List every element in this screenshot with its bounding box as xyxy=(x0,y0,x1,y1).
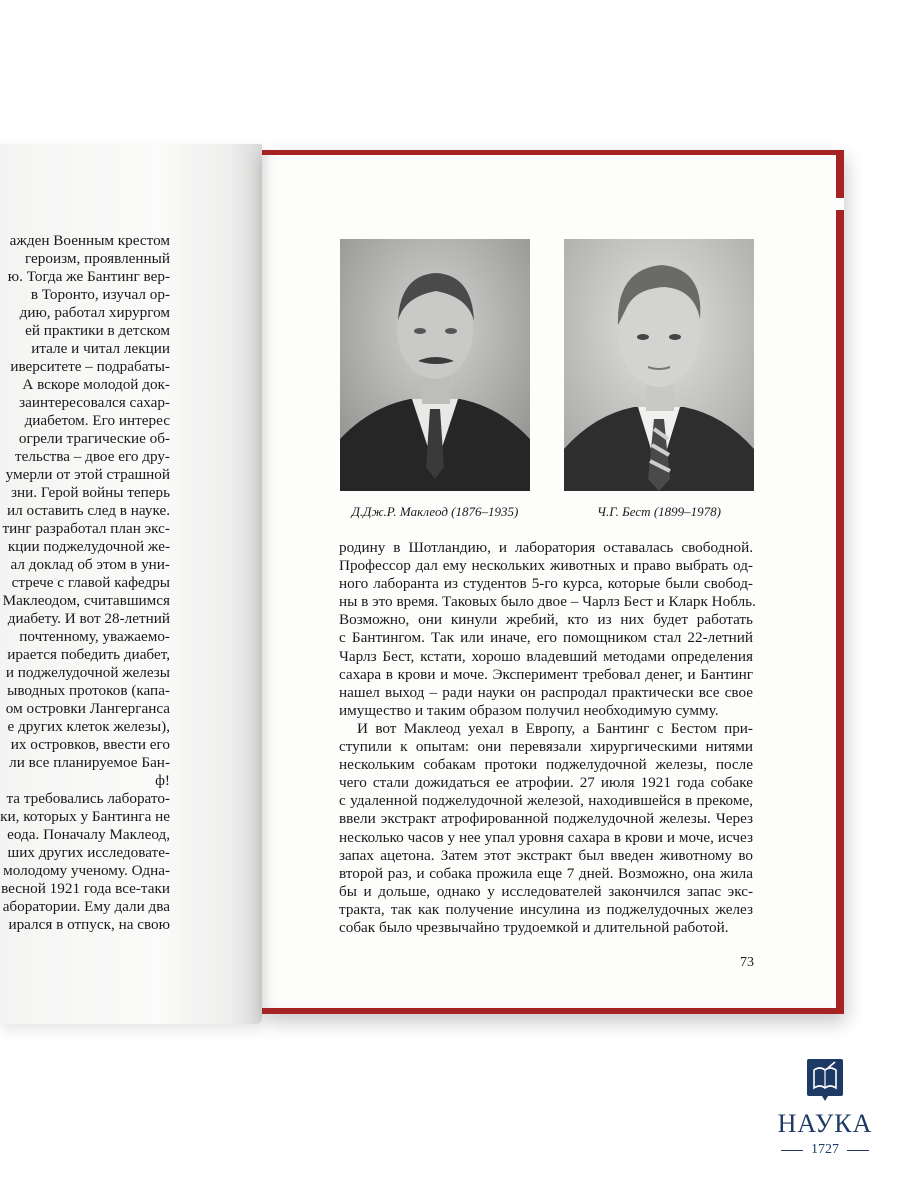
text-line: ли все планируемое Бан- xyxy=(9,754,170,771)
text-line: иверситете – подрабаты- xyxy=(10,358,170,375)
text-line: имущество и таким образом получил необходимую сумму. xyxy=(339,701,719,719)
text-line: ф! xyxy=(155,772,170,789)
text-line: в Торонто, изучал ор- xyxy=(30,286,170,303)
text-line: и поджелудочной железы xyxy=(5,664,170,681)
text-line: с Бантингом. Так или иначе, его помощником стал 22-летний xyxy=(339,629,753,647)
text-line: ажден Военным крестом xyxy=(9,232,170,249)
text-line: ей практики в детском xyxy=(25,322,170,339)
text-line: нашел выход – ради науки он распродал практически все свое xyxy=(339,683,753,701)
text-line: нескольким собакам протоки поджелудочной железы, после xyxy=(339,756,753,774)
text-line: родину в Шотландию, и лаборатория оставалась свободной. xyxy=(339,539,753,556)
text-line: Возможно, они кинули жребий, кто из них будет работать xyxy=(339,611,753,629)
text-line: еода. Поначалу Маклеод, xyxy=(7,826,170,843)
text-line: дию, работал хирургом xyxy=(19,304,170,321)
text-line: зни. Герой войны теперь xyxy=(10,484,170,501)
text-line: собак было чрезвычайно трудоемкой и длительной работой. xyxy=(339,918,729,936)
text-line: несколько часов у нее упал уровня сахара в крови и моче, исчез xyxy=(339,828,753,846)
text-line: А вскоре молодой док- xyxy=(22,376,170,393)
text-line: ирается победить диабет, xyxy=(7,646,170,663)
publisher-logo xyxy=(770,1058,880,1158)
portrait-photo-macleod xyxy=(340,239,530,491)
text-line: ввели экстракт атрофированной поджелудочной железы. Через xyxy=(339,810,753,828)
text-line: диабетом. Его интерес xyxy=(24,412,170,429)
caption-best: Ч.Г. Бест (1899–1978) xyxy=(597,504,721,519)
text-line: е других клеток железы), xyxy=(7,718,170,735)
publisher-year: 1727 xyxy=(811,1142,839,1157)
divider xyxy=(781,1150,803,1151)
caption-macleod: Д.Дж.Р. Маклеод (1876–1935) xyxy=(351,504,519,519)
text-line: ыводных протоков (капа- xyxy=(7,682,170,699)
text-line: весной 1921 года все-таки xyxy=(1,880,170,897)
page-edge xyxy=(836,198,844,210)
text-line: ил оставить след в науке. xyxy=(6,502,170,519)
text-line: бы и дольше, однако у исследователей закончился запас экс- xyxy=(339,882,753,900)
text-line: почтенному, уважаемо- xyxy=(19,628,170,645)
right-page-text xyxy=(339,539,756,937)
text-line: ю. Тогда же Бантинг вер- xyxy=(7,268,170,285)
text-line: Чарлз Бест, кстати, хорошо владевший методами определения xyxy=(339,647,753,665)
text-line: итале и читал лекции xyxy=(31,340,170,357)
text-line: второй раз, и собака прожила еще 7 дней. Возможно, она жила xyxy=(339,864,753,882)
portrait-photo-best xyxy=(564,239,754,491)
text-line: тинг разработал план экс- xyxy=(2,520,170,537)
text-line: молодому ученому. Одна- xyxy=(3,862,170,879)
text-line: заинтересовался сахар- xyxy=(19,394,170,411)
text-line: аборатории. Ему дали два xyxy=(2,898,170,915)
text-line: огрели трагические об- xyxy=(18,430,170,447)
text-line: кции поджелудочной же- xyxy=(7,538,170,555)
divider xyxy=(847,1150,869,1151)
text-line: сахара в крови и моче. Эксперимент требовал денег, и Бантинг xyxy=(339,665,753,683)
text-line: Маклеодом, считавшимся xyxy=(2,592,170,609)
text-line: ом островки Лангерганса xyxy=(5,700,170,717)
right-page xyxy=(262,155,836,1008)
text-line: ступили к опытам: они перевязали хирургическими нитями xyxy=(339,738,753,756)
left-page-text xyxy=(0,232,170,934)
text-line: умерли от этой страшной xyxy=(5,466,170,483)
text-line: запах ацетона. Затем этот экстракт был введен животному во xyxy=(339,846,753,864)
text-line: ших других исследовате- xyxy=(7,844,170,861)
text-line: ки, которых у Бантинга не xyxy=(0,808,170,825)
text-line: чего стали дожидаться ее атрофии. 27 июля 1921 года собаке xyxy=(339,774,753,792)
publisher-year-row xyxy=(770,1142,880,1158)
page-number: 73 xyxy=(740,955,754,970)
book-emblem-icon xyxy=(806,1058,844,1102)
text-line: ал доклад об этом в уни- xyxy=(10,556,170,573)
text-line: с удаленной поджелудочной железой, находившейся в прекоме, xyxy=(339,792,753,810)
text-line: та требовались лаборато- xyxy=(6,790,170,807)
text-line: И вот Маклеод уехал в Европу, а Бантинг с Бестом при- xyxy=(357,719,753,737)
left-page xyxy=(0,144,262,1024)
text-line: героизм, проявленный xyxy=(25,250,170,267)
text-line: тельства – двое его дру- xyxy=(14,448,170,465)
text-line: диабету. И вот 28-летний xyxy=(7,610,170,627)
text-line: Профессор дал ему нескольких животных и право выбрать од- xyxy=(339,557,753,575)
text-line: стрече с главой кафедры xyxy=(11,574,170,591)
text-line: ны в это время. Таковых было двое – Чарлз Бест и Кларк Нобль. xyxy=(339,593,756,611)
text-line: их островков, ввести его xyxy=(10,736,170,753)
text-line: ного лаборанта из студентов 5-го курса, которые были свобод- xyxy=(339,575,753,593)
text-line: тракта, так как получение инсулина из поджелудочных желез xyxy=(339,900,753,918)
text-line: ирался в отпуск, на свою xyxy=(8,916,170,933)
publisher-name: НАУКА xyxy=(777,1109,873,1138)
